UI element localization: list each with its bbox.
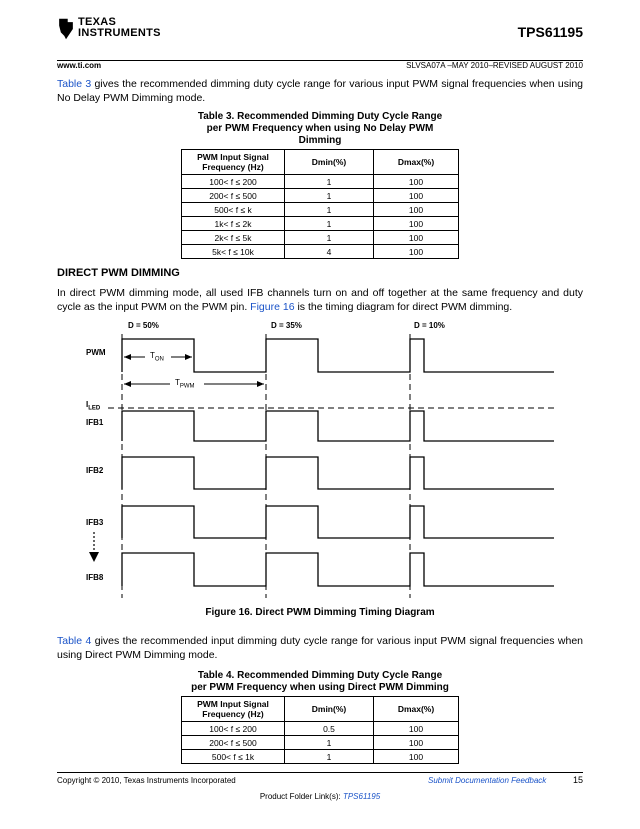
signal-label-ifb1: IFB1: [86, 418, 104, 427]
table-cell: 0.5: [285, 722, 374, 736]
signal-label-ifb8: IFB8: [86, 573, 104, 582]
table-4: [181, 696, 459, 764]
ifb2-waveform: [122, 457, 554, 489]
folder-label: Product Folder Link(s):: [259, 792, 343, 801]
table-cell: 100: [374, 722, 459, 736]
page-number: 15: [572, 775, 583, 785]
doc-id: SLVSA07A –MAY 2010–REVISED AUGUST 2010: [406, 61, 583, 70]
table-row: [182, 722, 459, 736]
column-header: Dmax(%): [374, 697, 459, 722]
ifb1-waveform: [122, 411, 554, 441]
tpwm-arrow-right-icon: [257, 381, 264, 387]
table-cell: 100< f ≤ 200: [182, 722, 285, 736]
iled-main: I: [86, 400, 89, 409]
table-cell: 100: [374, 189, 459, 203]
table-cell: 100: [374, 245, 459, 259]
caption-line: Table 3. Recommended Dimming Duty Cycle Range: [197, 111, 443, 122]
section-title: DIRECT PWM DIMMING: [57, 267, 180, 279]
table-cell: 5k< f ≤ 10k: [182, 245, 285, 259]
ton-sub: ON: [154, 356, 164, 363]
caption-line: per PWM Frequency when using Direct PWM Dimming: [191, 682, 449, 693]
tpwm-label: [175, 378, 195, 390]
table-cell: 1: [285, 750, 374, 764]
table-cell: 500< f ≤ k: [182, 203, 285, 217]
tpwm-main: T: [175, 378, 180, 387]
ton-arrow-left-icon: [124, 354, 131, 360]
website-link[interactable]: www.ti.com: [57, 61, 102, 70]
iled-sub: LED: [88, 405, 101, 412]
table-cell: 100: [374, 231, 459, 245]
table-cell: 2k< f ≤ 5k: [182, 231, 285, 245]
paragraph-2-text: In direct PWM dimming mode, all used IFB channels turn on and off together at the same frequency and duty cycle as the input PWM on the PWM pin.: [57, 287, 583, 313]
table-cell: 200< f ≤ 500: [182, 189, 285, 203]
caption-line: Table 4. Recommended Dimming Duty Cycle Range: [197, 670, 443, 681]
figure-caption: Figure 16. Direct PWM Dimming Timing Diagram: [205, 607, 435, 618]
signal-label-pwm: PWM: [86, 348, 106, 357]
footer-rule: [57, 772, 583, 773]
ifb8-waveform: [122, 553, 554, 586]
paragraph-3: [57, 634, 583, 662]
feedback-link[interactable]: Submit Documentation Feedback: [428, 776, 547, 785]
column-header: Dmin(%): [285, 150, 374, 175]
table-cell: 100: [374, 175, 459, 189]
logo-line-2: INSTRUMENTS: [78, 27, 161, 39]
paragraph-2-text: is the timing diagram for direct PWM dimming.: [294, 301, 513, 313]
ton-label: [150, 351, 164, 363]
column-header: PWM Input Signal Frequency (Hz): [182, 697, 285, 722]
table-cell: 100: [374, 736, 459, 750]
table-header-row: [182, 697, 459, 722]
logo-line-1: TEXAS: [78, 16, 117, 28]
tpwm-arrow-left-icon: [124, 381, 131, 387]
paragraph-1-text: gives the recommended dimming duty cycle range for various input PWM signal frequencies when using No Delay PWM Dimming mode.: [57, 78, 583, 104]
table-cell: 1: [285, 736, 374, 750]
table-cell: 100: [374, 203, 459, 217]
ifb3-waveform: [122, 506, 554, 538]
product-folder: [0, 792, 640, 801]
table-4-caption: [150, 670, 490, 694]
duty-label: D = 10%: [414, 321, 445, 330]
copyright: Copyright © 2010, Texas Instruments Incorporated: [57, 776, 236, 785]
signal-label-ifb3: IFB3: [86, 518, 104, 527]
table-3-link[interactable]: Table 3: [57, 78, 92, 90]
figure-16-link[interactable]: Figure 16: [250, 301, 295, 313]
table-cell: 200< f ≤ 500: [182, 736, 285, 750]
table-row: [182, 750, 459, 764]
part-number: TPS61195: [517, 24, 583, 40]
table-cell: 1: [285, 189, 374, 203]
ton-arrow-right-icon: [185, 354, 192, 360]
signal-label-ifb2: IFB2: [86, 466, 104, 475]
column-header: PWM Input Signal Frequency (Hz): [182, 150, 285, 175]
table-cell: 500< f ≤ 1k: [182, 750, 285, 764]
ton-main: T: [150, 351, 155, 360]
table-cell: 100: [374, 750, 459, 764]
table-cell: 1: [285, 231, 374, 245]
caption-line: per PWM Frequency when using No Delay PWM: [206, 123, 434, 134]
duty-label: D = 50%: [128, 321, 159, 330]
table-row: [182, 736, 459, 750]
signal-label-iled: [86, 400, 100, 412]
table-cell: 100: [374, 217, 459, 231]
table-cell: 100< f ≤ 200: [182, 175, 285, 189]
product-folder-link[interactable]: TPS61195: [342, 792, 381, 801]
duty-label: D = 35%: [271, 321, 302, 330]
column-header: Dmax(%): [374, 150, 459, 175]
table-cell: 1: [285, 175, 374, 189]
table-cell: 4: [285, 245, 374, 259]
table-cell: 1k< f ≤ 2k: [182, 217, 285, 231]
column-header: Dmin(%): [285, 697, 374, 722]
table-cell: 1: [285, 203, 374, 217]
caption-line: Dimming: [298, 135, 342, 146]
paragraph-3-text: gives the recommended input dimming duty cycle range for various input PWM signal frequencies when using Direct PWM Dimming mode.: [57, 635, 583, 661]
table-4-link[interactable]: Table 4: [57, 635, 92, 647]
down-arrow-icon: [89, 552, 99, 562]
table-cell: 1: [285, 217, 374, 231]
tpwm-sub: PWM: [179, 383, 195, 390]
